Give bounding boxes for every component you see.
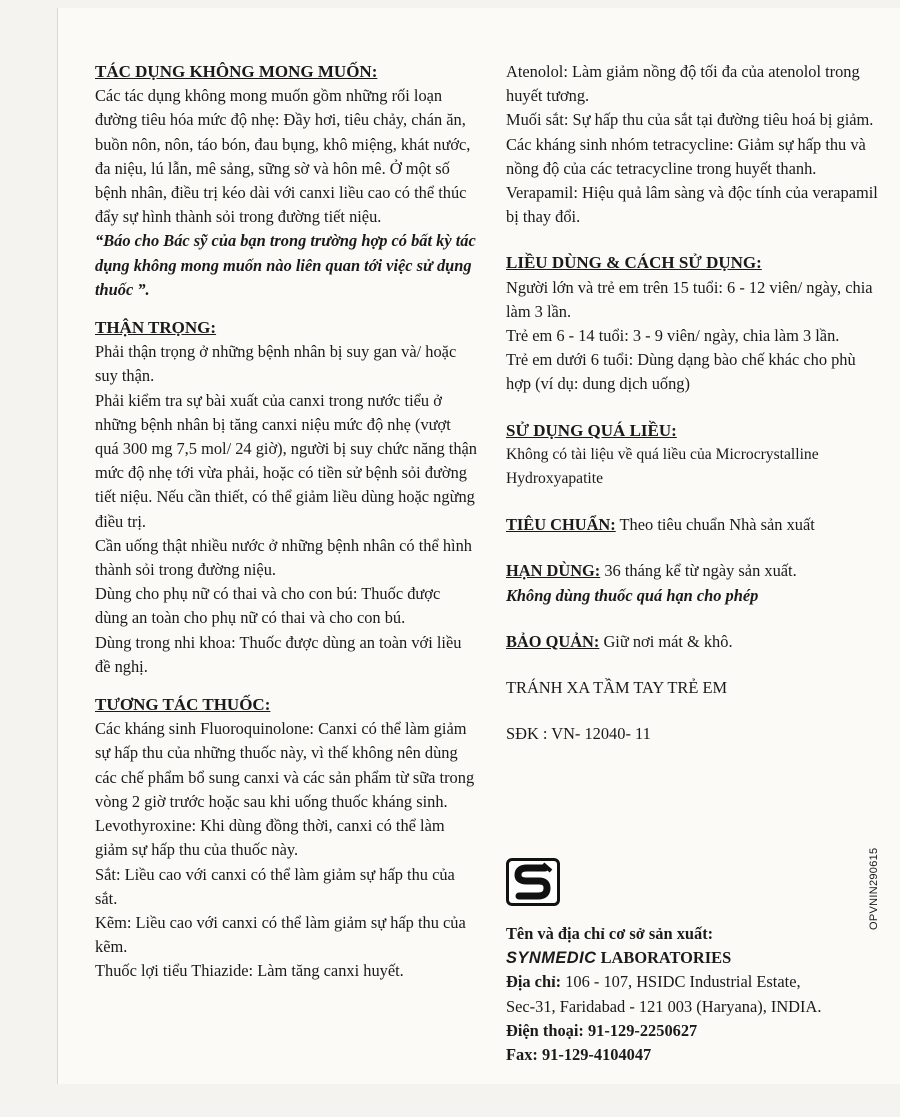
address-label: Địa chỉ: <box>506 972 562 992</box>
manufacturer-name <box>506 946 878 970</box>
fax-line <box>506 1043 878 1067</box>
expiry-body: 36 tháng kể từ ngày sản xuất. <box>604 561 797 581</box>
synmedic-s-logo-icon <box>506 858 560 906</box>
dosage-p2: Trẻ em 6 - 14 tuổi: 3 - 9 viên/ ngày, chia làm 3 lần. <box>506 326 840 346</box>
interactions-heading: TƯƠNG TÁC THUỐC: <box>95 695 271 715</box>
address-2: Sec-31, Faridabad - 121 003 (Haryana), INDIA. <box>506 996 822 1016</box>
phone-number: 91-129-2250627 <box>587 1020 698 1040</box>
storage-line <box>506 630 878 654</box>
expiry-line <box>506 559 878 583</box>
expiry-warning: Không dùng thuốc quá hạn cho phép <box>506 585 759 605</box>
dosage-p3: Trẻ em dưới 6 tuổi: Dùng dạng bào chế khác cho phù hợp (ví dụ: dung dịch uống) <box>506 350 856 394</box>
dosage-p1: Người lớn và trẻ em trên 15 tuổi: 6 - 12 viên/ ngày, chia làm 3 lần. <box>506 277 873 321</box>
overdose-heading: SỬ DỤNG QUÁ LIỀU: <box>506 420 677 440</box>
storage-body: Giữ nơi mát & khô. <box>603 631 733 651</box>
interactions-p4: Kẽm: Liều cao với canxi có thể làm giảm sự hấp thu của kẽm. <box>95 912 466 957</box>
interactions-cont-p1: Atenolol: Làm giảm nồng độ tối đa của atenolol trong huyết tương. <box>506 62 860 106</box>
right-column <box>506 60 878 746</box>
address-line-1 <box>506 970 878 994</box>
side-effects-notice: “Báo cho Bác sỹ của bạn trong trường hợp có bất kỳ tác dụng không mong muốn nào liên quan tới việc sử dụng thuốc ”. <box>95 231 476 299</box>
fax-number: 91-129-4104047 <box>541 1045 652 1065</box>
side-effects-body: Các tác dụng không mong muốn gồm những rối loạn đường tiêu hóa mức độ nhẹ: Đầy hơi, tiêu chảy, chán ăn, buồn nôn, nôn, táo bón, đau bụng, khô miệng, khát nước, đa niệu, lú lẫn, mê sảng, sững sờ và hôn mê. Ở một số bệnh nhân, điều trị kéo dài với canxi liều cao có thể thúc đẩy sự hình thành sỏi trong đường tiết niệu. <box>95 86 471 227</box>
lab-name: LABORATORIES <box>600 948 732 968</box>
fax-label: Fax: <box>506 1045 538 1065</box>
standard-body: Theo tiêu chuẩn Nhà sản xuất <box>619 515 815 535</box>
standard-heading: TIÊU CHUẨN: <box>506 515 616 535</box>
overdose-body: Không có tài liệu về quá liều của Microcrystalline Hydroxyapatite <box>506 445 819 488</box>
manufacturer-block <box>506 922 878 1067</box>
phone-label: Điện thoại: <box>506 1020 584 1040</box>
phone-line <box>506 1019 878 1043</box>
address-1: 106 - 107, HSIDC Industrial Estate, <box>565 972 801 992</box>
precautions-p2: Phải kiểm tra sự bài xuất của canxi trong nước tiểu ở những bệnh nhân bị tăng canxi niệu mức độ nhẹ (vượt quá 300 mg 7,5 mol/ 24 giờ), người bị suy chức năng thận mức độ nhẹ tới vừa phải, hoặc có tiền sử bệnh sỏi đường tiết niệu. Nếu cần thiết, có thể giảm liều dùng hoặc ngừng điều trị. <box>95 390 477 531</box>
interactions-cont-p4: Verapamil: Hiệu quả lâm sàng và độc tính của verapamil bị thay đổi. <box>506 183 878 227</box>
standard-line <box>506 513 878 537</box>
expiry-heading: HẠN DÙNG: <box>506 561 601 581</box>
precautions-p3: Cần uống thật nhiều nước ở những bệnh nhân có thể hình thành sỏi trong đường niệu. <box>95 535 472 580</box>
dosage-heading: LIỀU DÙNG & CÁCH SỬ DỤNG: <box>506 253 762 273</box>
side-effects-heading: TÁC DỤNG KHÔNG MONG MUỐN: <box>95 62 378 81</box>
interactions-p5: Thuốc lợi tiểu Thiazide: Làm tăng canxi huyết. <box>95 961 404 981</box>
interactions-p2: Levothyroxine: Khi dùng đồng thời, canxi có thể làm giảm sự hấp thu của thuốc này. <box>95 816 445 860</box>
interactions-cont-p3: Các kháng sinh nhóm tetracycline: Giảm sự hấp thu và nồng độ của các tetracycline trong huyết thanh. <box>506 134 866 178</box>
storage-heading: BẢO QUẢN: <box>506 631 600 651</box>
precautions-p5: Dùng trong nhi khoa: Thuốc được dùng an toàn với liều đề nghị. <box>95 632 462 676</box>
precautions-heading: THẬN TRỌNG: <box>95 318 217 338</box>
brand-name: SYNMEDIC <box>506 949 597 968</box>
interactions-p1: Các kháng sinh Fluoroquinolone: Canxi có thể làm giảm sự hấp thu của những thuốc này, vì thế không nên dùng các chế phẩm bổ sung canxi và các sản phẩm từ sữa trong vòng 2 giờ trước hoặc sau khi uống thuốc kháng sinh. <box>95 719 475 811</box>
interactions-cont-p2: Muối sắt: Sự hấp thu của sắt tại đường tiêu hoá bị giảm. <box>506 110 874 130</box>
keep-away-notice: TRÁNH XA TẦM TAY TRẺ EM <box>506 678 728 698</box>
manufacturer-label: Tên và địa chỉ cơ sở sản xuất: <box>506 924 714 943</box>
precautions-p1: Phải thận trọng ở những bệnh nhân bị suy gan và/ hoặc suy thận. <box>95 342 457 386</box>
registration-number: SĐK : VN- 12040- 11 <box>506 724 651 744</box>
vertical-print-code: OPVNIN290615 <box>868 847 880 930</box>
interactions-p3: Sắt: Liều cao với canxi có thể làm giảm sự hấp thu của sắt. <box>95 864 455 908</box>
precautions-p4: Dùng cho phụ nữ có thai và cho con bú: Thuốc được dùng an toàn cho phụ nữ có thai và cho con bú. <box>95 584 441 628</box>
left-column <box>95 60 477 984</box>
